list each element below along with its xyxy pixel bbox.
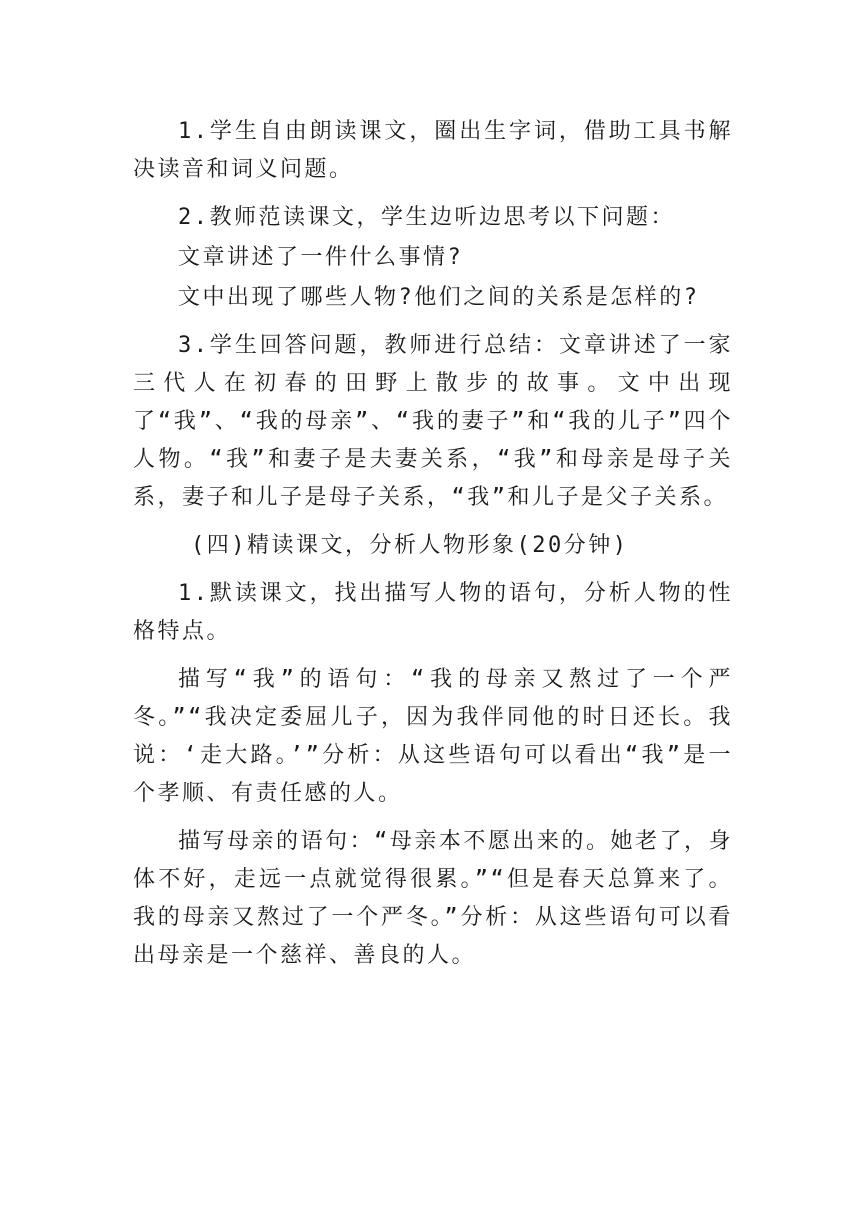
question-2: 文中出现了哪些人物?他们之间的关系是怎样的? xyxy=(178,285,700,310)
paragraph-me-analysis: 描写“我”的语句：“我的母亲又熬过了一个严冬。”“我决定委屈儿子，因为我伴同他的时日还长。我说：‘走大路。’”分析：从这些语句可以看出“我”是一个孝顺、有责任感的人。 xyxy=(133,667,733,806)
paragraph-reading-task: 1.默读课文，找出描写人物的语句，分析人物的性格特点。 xyxy=(133,581,733,644)
question-1: 文章讲述了一件什么事情? xyxy=(178,245,464,270)
paragraph-mother-analysis: 描写母亲的语句：“母亲本不愿出来的。她老了，身体不好，走远一点就觉得很累。”“但是春天总算来了。我的母亲又熬过了一个严冬。”分析：从这些语句可以看出母亲是一个慈祥、善良的人。 xyxy=(133,829,733,968)
document-body xyxy=(133,113,733,975)
paragraph-step-3: 3.学生回答问题，教师进行总结：文章讲述了一家三代人在初春的田野上散步的故事。文中出现了“我”、“我的母亲”、“我的妻子”和“我的儿子”四个人物。“我”和妻子是夫妻关系，“我”和母亲是母子关系，妻子和儿子是母子关系，“我”和儿子是父子关系。 xyxy=(133,333,733,510)
section-heading: (四)精读课文，分析人物形象(20分钟) xyxy=(191,533,629,558)
paragraph-step-1: 1.学生自由朗读课文，圈出生字词，借助工具书解决读音和词义问题。 xyxy=(133,119,733,182)
paragraph-step-2: 2.教师范读课文，学生边听边思考以下问题： xyxy=(178,205,675,230)
